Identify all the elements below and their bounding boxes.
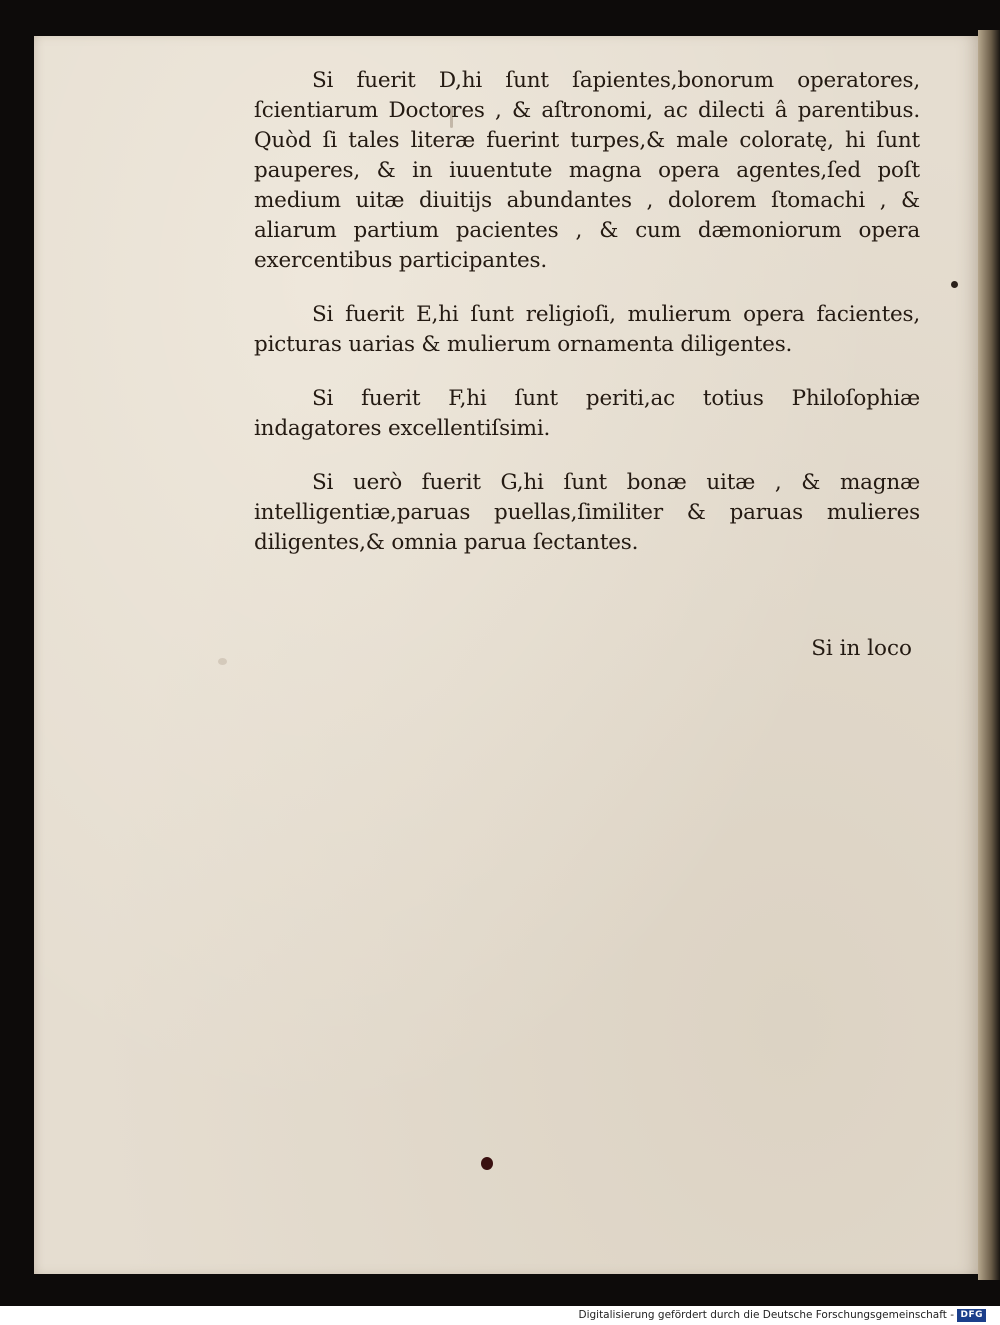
paragraph: Si fuerit D,hi ſunt ſapientes,bonorum operatores, ſcientiarum Doctores , & aſtronomi, ac dilecti â parentibus. Quòd ſi tales literæ fuerint turpes,& male coloratę, hi ſunt pauperes, & in iuuentute magna opera agentes,ſed poſt medium uitæ diuitijs abundantes , dolorem ſtomachi , & aliarum partium pacientes , & cum dæmoniorum opera exercentibus participantes. <box>254 68 920 273</box>
ink-mark <box>481 1157 493 1170</box>
funding-credit: Digitalisierung gefördert durch die Deutsche Forschungsgemeinschaft - <box>578 1309 954 1321</box>
dfg-logo: DFG <box>957 1309 986 1322</box>
body-text <box>254 66 920 558</box>
paragraph: Si fuerit F,hi ſunt periti,ac totius Philoſophiæ indagatores excellentiſsimi. <box>254 386 920 441</box>
page-edge <box>978 30 1000 1280</box>
paragraph: Si uerò fuerit G,hi ſunt bonæ uitæ , & magnæ intelligentiæ,paruas puellas,ſimiliter & paruas mulieres diligentes,& omnia parua ſectantes. <box>254 470 920 555</box>
catchword: Si in loco <box>811 636 912 661</box>
ink-mark <box>951 281 958 288</box>
footer-bar <box>0 1306 1000 1325</box>
paragraph: Si fuerit E,hi ſunt religioſi, mulierum opera facientes, picturas uarias & mulierum ornamenta diligentes. <box>254 302 920 357</box>
paper-stain <box>218 658 227 665</box>
